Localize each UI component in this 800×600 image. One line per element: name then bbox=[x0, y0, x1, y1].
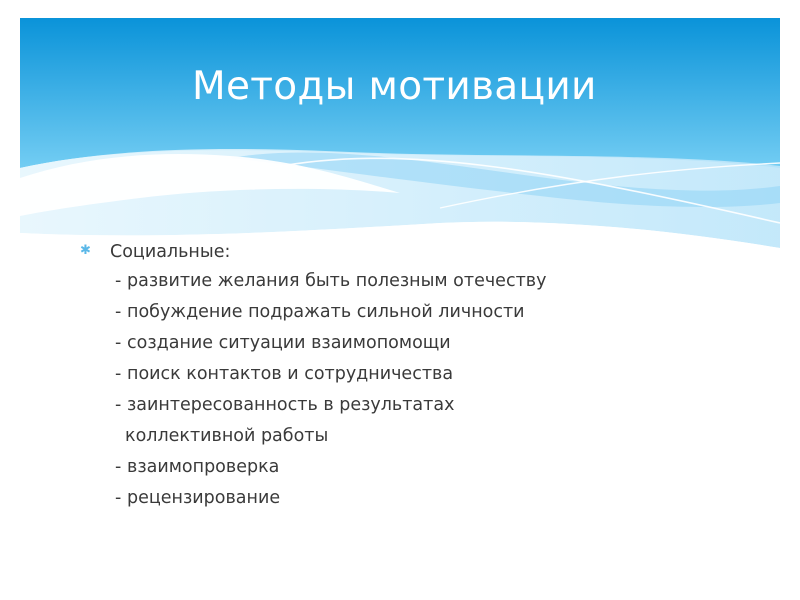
items-list bbox=[80, 266, 760, 514]
list-item-multiline bbox=[80, 390, 760, 452]
bullet-heading bbox=[80, 238, 760, 266]
dash-mark: - bbox=[115, 271, 122, 291]
header-wave-background bbox=[20, 18, 780, 248]
list-item bbox=[80, 297, 760, 328]
dash-mark: - bbox=[115, 488, 122, 508]
list-item-text: создание ситуации взаимопомощи bbox=[127, 333, 451, 353]
heading-label: Социальные: bbox=[110, 242, 231, 262]
list-item-text: взаимопроверка bbox=[127, 457, 280, 477]
list-item bbox=[80, 359, 760, 390]
asterisk-bullet-icon: ✱ bbox=[80, 243, 91, 258]
slide-content bbox=[80, 238, 760, 514]
list-item bbox=[80, 452, 760, 483]
list-item-text: побуждение подражать сильной личности bbox=[127, 302, 525, 322]
list-item-text-line1: заинтересованность в результатах bbox=[127, 395, 455, 415]
dash-mark: - bbox=[115, 333, 122, 353]
list-item-text: рецензирование bbox=[127, 488, 281, 508]
list-item-text: поиск контактов и сотрудничества bbox=[127, 364, 454, 384]
list-item bbox=[80, 266, 760, 297]
dash-mark: - bbox=[115, 457, 122, 477]
dash-mark: - bbox=[115, 302, 122, 322]
list-item-text: развитие желания быть полезным отечеству bbox=[127, 271, 547, 291]
dash-mark: - bbox=[115, 395, 122, 415]
list-item bbox=[80, 483, 760, 514]
dash-mark: - bbox=[115, 364, 122, 384]
list-item-text-line2: коллективной работы bbox=[125, 426, 329, 446]
slide-title: Методы мотивации bbox=[192, 64, 597, 109]
list-item bbox=[80, 328, 760, 359]
